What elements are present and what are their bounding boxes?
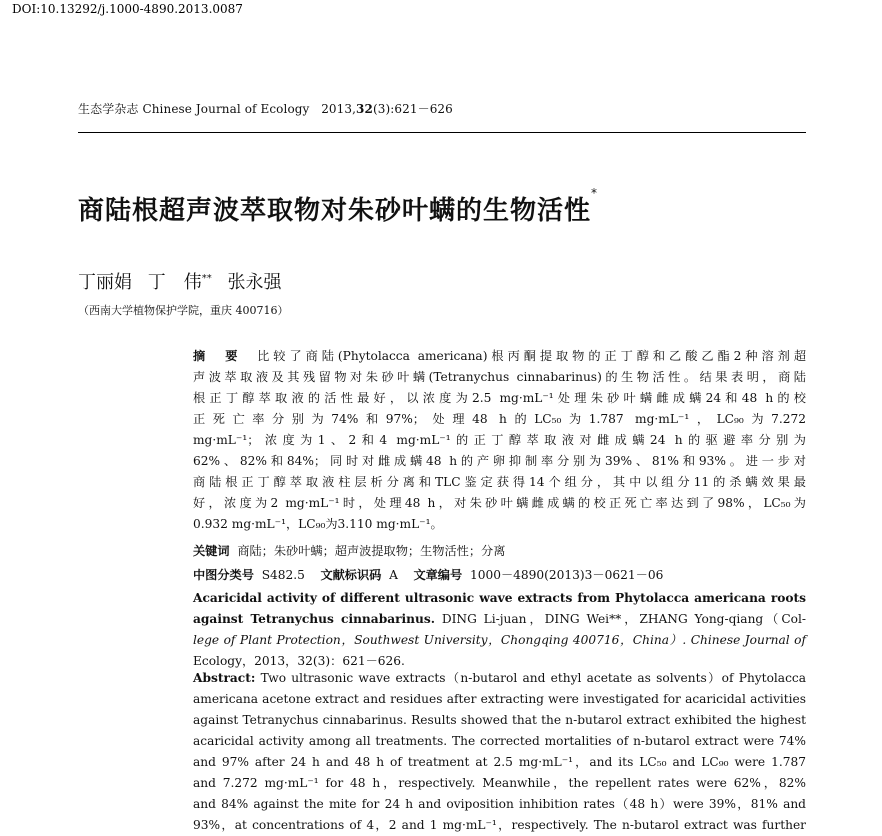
journal-issue-pages: (3):621－626	[372, 102, 453, 116]
author-1: 丁丽娟	[78, 272, 132, 293]
abstract-cn	[193, 346, 806, 535]
abstract-cn-line: 0.932 mg·mL⁻¹，LC₉₀为3.110 mg·mL⁻¹。	[193, 517, 443, 531]
article-no-label: 文章编号	[413, 568, 463, 582]
doc-code-label: 文献标识码	[320, 568, 382, 582]
author-2-mark: **	[201, 273, 212, 284]
abstract-en-line: 93%，at concentrations of 4，2 and 1 mg·mL⁻¹，respectively. The n-butarol extract was further	[193, 818, 806, 832]
journal-volume: 32	[356, 102, 373, 116]
english-authors: DING Li-juan，DING Wei**，ZHANG Yong-qiang（Col-	[441, 612, 807, 626]
abstract-cn-line: 比较了商陆(Phytolacca americana)根丙酮提取物的正丁醇和乙酸乙酯2种溶剂超	[257, 349, 807, 363]
classification-line	[193, 565, 806, 586]
abstract-cn-line: 根正丁醇萃取液的活性最好，以浓度为2.5 mg·mL⁻¹处理朱砂叶螨雌成螨24和48 h的校	[193, 391, 806, 405]
abstract-en-line: against Tetranychus cinnabarinus. Results showed that the n-butarol extract exhibited the highest	[193, 713, 806, 727]
title-footnote-mark: *	[591, 186, 599, 200]
english-affiliation: lege of Plant Protection，Southwest University，Chongqing 400716，China）. Chinese Journal of	[193, 633, 806, 647]
journal-name-cn: 生态学杂志	[78, 102, 139, 116]
abstract-en-line: acaricidal activity among all treatments. The corrected mortalities of n-butarol extract were 74%	[193, 734, 806, 748]
paper-title	[78, 186, 599, 227]
abstract-cn-line: 好，浓度为2 mg·mL⁻¹时，处理48 h，对朱砂叶螨雌成螨的校正死亡率达到了98%，LC₅₀为	[193, 496, 806, 510]
article-no-value: 1000－4890(2013)3－0621－06	[469, 568, 664, 582]
abstract-en-line: and 97% after 24 h and 48 h of treatment at 2.5 mg·mL⁻¹，and its LC₅₀ and LC₉₀ were 1.787	[193, 755, 806, 769]
authors	[78, 268, 281, 294]
abstract-cn-line: 62%、82%和84%；同时对雌成螨48 h的产卵抑制率分别为39%、81%和93%。进一步对	[193, 454, 806, 468]
paper-title-text: 商陆根超声波萃取物对朱砂叶螨的生物活性	[78, 196, 592, 226]
affiliation: （西南大学植物保护学院，重庆 400716）	[78, 304, 289, 317]
header-rule	[78, 132, 806, 133]
abstract-en-line: Two ultrasonic wave extracts（n-butarol and ethyl acetate as solvents）of Phytolacca	[260, 671, 806, 685]
abstract-en	[193, 668, 806, 832]
author-3: 张永强	[227, 272, 282, 293]
doc-code-value: A	[389, 568, 398, 582]
abstract-en-line: and 84% against the mite for 24 h and oviposition inhibition rates（48 h）were 39%，81% and	[193, 797, 806, 811]
abstract-en-label: Abstract:	[193, 671, 256, 685]
abstract-en-line: and 7.272 mg·mL⁻¹ for 48 h，respectively. Meanwhile，the repellent rates were 62%，82%	[193, 776, 806, 790]
abstract-cn-label: 摘 要	[193, 349, 242, 363]
doi-text: DOI:10.13292/j.1000-4890.2013.0087	[12, 2, 243, 16]
author-2: 丁 伟**	[147, 272, 212, 293]
clc-label: 中图分类号	[193, 568, 254, 582]
journal-header	[78, 100, 453, 117]
abstract-cn-line: 正死亡率分别为74%和97%；处理48 h的LC₅₀为1.787 mg·mL⁻¹，LC₉₀为7.272	[193, 412, 806, 426]
english-citation-tail: Ecology，2013，32(3)：621－626.	[193, 654, 405, 668]
abstract-cn-line: mg·mL⁻¹；浓度为1、2和4 mg·mL⁻¹的正丁醇萃取液对雌成螨24 h的驱避率分别为	[193, 433, 806, 447]
english-citation	[193, 588, 806, 672]
keywords-label: 关键词	[193, 544, 230, 558]
journal-year: 2013,	[321, 102, 357, 116]
journal-name-en: Chinese Journal of Ecology	[142, 102, 310, 116]
english-title-line2: against Tetranychus cinnabarinus.	[193, 612, 435, 626]
abstract-cn-line: 商陆根正丁醇萃取液柱层析分离和TLC鉴定获得14个组分，其中以组分11的杀螨效果最	[193, 475, 806, 489]
keywords-text: 商陆；朱砂叶螨；超声波提取物；生物活性；分离	[237, 544, 506, 558]
abstract-cn-line: 声波萃取液及其残留物对朱砂叶螨(Tetranychus cinnabarinus)的生物活性。结果表明，商陆	[193, 370, 806, 384]
keywords	[193, 541, 806, 562]
abstract-en-line: americana acetone extract and residues after extracting were investigated for acaricidal activities	[193, 692, 806, 706]
english-title-line1: Acaricidal activity of different ultrasonic wave extracts from Phytolacca americana roots	[193, 591, 806, 605]
clc-value: S482.5	[261, 568, 305, 582]
